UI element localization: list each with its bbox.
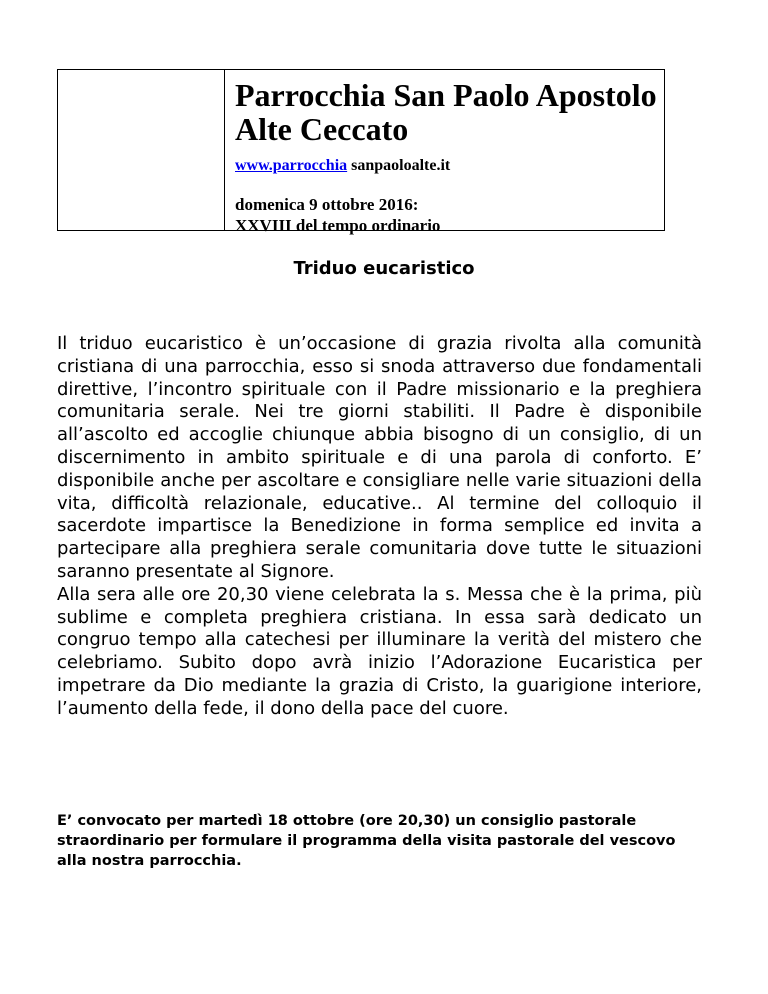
website-link[interactable]: www.parrocchia — [235, 157, 348, 174]
logo-cell — [58, 70, 225, 230]
header-info — [225, 70, 664, 235]
liturgical-day: XXVIII del tempo ordinario — [235, 216, 441, 235]
paragraph-2: Alla sera alle ore 20,30 viene celebrata la s. Messa che è la prima, più sublime e completa preghiera cristiana. In essa sarà dedicato un congruo tempo alla catechesi per illuminare la verità del mistero che celebriamo. Subito dopo avrà inizio l’Adorazione Eucaristica per impetrare da Dio mediante la grazia di Cristo, la guarigione interiore, l’aumento della fede, il dono della pace del cuore. — [57, 583, 702, 719]
header-table — [57, 69, 665, 235]
website-line — [235, 156, 664, 176]
date-line: domenica 9 ottobre 2016: — [235, 195, 419, 214]
parish-location: Alte Ceccato — [235, 111, 409, 147]
parish-name: Parrocchia San Paolo Apostolo — [235, 77, 657, 113]
article-title: Triduo eucaristico — [293, 258, 475, 279]
meeting-notice: E’ convocato per martedì 18 ottobre (ore 20,30) un consiglio pastorale straordinario per formulare il programma della visita pastorale del vescovo alla nostra parrocchia. — [57, 813, 676, 869]
article-body — [57, 333, 702, 721]
paragraph-1: Il triduo eucaristico è un’occasione di grazia rivolta alla comunità cristiana di una parrocchia, esso si snoda attraverso due fondamentali direttive, l’incontro spirituale con il Padre missionario e la preghiera comunitaria serale. Nei tre giorni stabiliti. Il Padre è disponibile all’ascolto ed accoglie chiunque abbia bisogno di un consiglio, di un discernimento in ambito spirituale e di una parola di conforto. E’ disponibile anche per ascoltare e consigliare nelle varie situazioni della vita, difficoltà relazionale, educative.. Al termine del colloquio il sacerdote impartisce la Benedizione in forma semplice ed invita a partecipare alla preghiera serale comunitaria dove tutte le situazioni saranno presentate al Signore. — [57, 333, 702, 582]
website-domain: sanpaoloalte.it — [347, 157, 451, 174]
